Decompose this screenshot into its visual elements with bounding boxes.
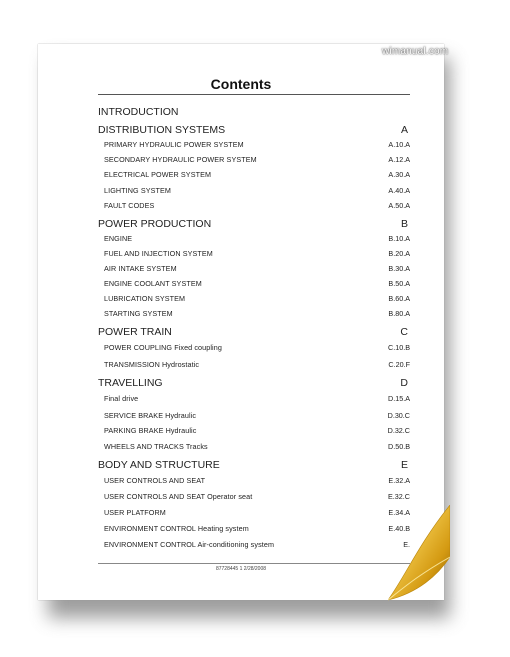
watermark: wimanual.com bbox=[382, 46, 449, 57]
section-title: BODY AND STRUCTURE bbox=[98, 459, 220, 471]
item-title: ENVIRONMENT CONTROL Air-conditioning system bbox=[104, 540, 275, 549]
toc-section-row[interactable] bbox=[98, 326, 410, 340]
item-title: PRIMARY HYDRAULIC POWER SYSTEM bbox=[104, 140, 244, 149]
toc-item-row[interactable] bbox=[98, 426, 410, 440]
item-title: Final drive bbox=[104, 394, 139, 403]
toc-section-row[interactable] bbox=[98, 218, 410, 232]
item-code: E.34.A bbox=[388, 508, 410, 517]
item-code: B.60.A bbox=[388, 294, 410, 303]
toc-item-row[interactable] bbox=[98, 140, 410, 154]
title-rule bbox=[98, 94, 410, 95]
item-title: LIGHTING SYSTEM bbox=[104, 186, 171, 195]
section-title: INTRODUCTION bbox=[98, 106, 179, 118]
item-code: B.50.A bbox=[388, 279, 410, 288]
toc-item-row[interactable] bbox=[98, 201, 410, 215]
toc-item-row[interactable] bbox=[98, 155, 410, 169]
item-title: STARTING SYSTEM bbox=[104, 309, 173, 318]
toc-item-row[interactable] bbox=[98, 540, 410, 554]
toc-item-row[interactable] bbox=[98, 394, 410, 408]
item-title: USER CONTROLS AND SEAT bbox=[104, 476, 206, 485]
section-title: POWER TRAIN bbox=[98, 326, 172, 338]
item-title: PARKING BRAKE Hydraulic bbox=[104, 426, 197, 435]
item-code: D.32.C bbox=[387, 426, 410, 435]
item-title: LUBRICATION SYSTEM bbox=[104, 294, 186, 303]
section-letter: B bbox=[400, 218, 408, 230]
toc-item-row[interactable] bbox=[98, 442, 410, 456]
item-title: SECONDARY HYDRAULIC POWER SYSTEM bbox=[104, 155, 257, 164]
section-letter: E bbox=[400, 459, 408, 471]
item-code: E.40.B bbox=[388, 524, 410, 533]
item-code: A.40.A bbox=[388, 186, 410, 195]
item-code: A.50.A bbox=[388, 201, 410, 210]
toc-item-row[interactable] bbox=[98, 508, 410, 522]
toc-item-row[interactable] bbox=[98, 234, 410, 248]
section-title: DISTRIBUTION SYSTEMS bbox=[98, 124, 226, 136]
toc-item-row[interactable] bbox=[98, 476, 410, 490]
toc-item-row[interactable] bbox=[98, 186, 410, 200]
item-title: WHEELS AND TRACKS Tracks bbox=[104, 442, 208, 451]
item-code: E.32.A bbox=[388, 476, 410, 485]
toc-item-row[interactable] bbox=[98, 360, 410, 374]
item-code: C.20.F bbox=[388, 360, 410, 369]
section-title: POWER PRODUCTION bbox=[98, 218, 212, 230]
item-title: USER CONTROLS AND SEAT Operator seat bbox=[104, 492, 253, 501]
toc-item-row[interactable] bbox=[98, 492, 410, 506]
item-code: B.20.A bbox=[388, 249, 410, 258]
toc-item-row[interactable] bbox=[98, 524, 410, 538]
toc-item-row[interactable] bbox=[98, 249, 410, 263]
footer-rule bbox=[98, 563, 410, 564]
toc-item-row[interactable] bbox=[98, 264, 410, 278]
item-code: D.30.C bbox=[387, 411, 410, 420]
item-title: AIR INTAKE SYSTEM bbox=[104, 264, 177, 273]
toc-item-row[interactable] bbox=[98, 294, 410, 308]
section-title: TRAVELLING bbox=[98, 377, 163, 389]
item-code: A.12.A bbox=[388, 155, 410, 164]
item-title: ENVIRONMENT CONTROL Heating system bbox=[104, 524, 249, 533]
section-letter: D bbox=[400, 377, 408, 389]
item-title: FAULT CODES bbox=[104, 201, 155, 210]
item-title: SERVICE BRAKE Hydraulic bbox=[104, 411, 197, 420]
item-title: ENGINE COOLANT SYSTEM bbox=[104, 279, 202, 288]
item-title: ENGINE bbox=[104, 234, 133, 243]
item-code: A.10.A bbox=[388, 140, 410, 149]
item-code: B.10.A bbox=[388, 234, 410, 243]
item-title: ELECTRICAL POWER SYSTEM bbox=[104, 170, 212, 179]
item-code: C.10.B bbox=[388, 343, 410, 352]
item-title: USER PLATFORM bbox=[104, 508, 166, 517]
item-code: E. bbox=[403, 540, 410, 549]
item-title: TRANSMISSION Hydrostatic bbox=[104, 360, 200, 369]
toc-item-row[interactable] bbox=[98, 309, 410, 323]
toc-section-row[interactable] bbox=[98, 459, 410, 473]
document-page bbox=[38, 44, 444, 600]
item-code: B.80.A bbox=[388, 309, 410, 318]
toc-item-row[interactable] bbox=[98, 170, 410, 184]
item-title: FUEL AND INJECTION SYSTEM bbox=[104, 249, 213, 258]
page-curl-icon bbox=[388, 505, 450, 603]
item-title: POWER COUPLING Fixed coupling bbox=[104, 343, 222, 352]
item-code: D.15.A bbox=[388, 394, 410, 403]
section-letter: C bbox=[400, 326, 408, 338]
item-code: A.30.A bbox=[388, 170, 410, 179]
item-code: B.30.A bbox=[388, 264, 410, 273]
item-code: D.50.B bbox=[388, 442, 410, 451]
toc-section-row[interactable] bbox=[98, 377, 410, 391]
toc-item-row[interactable] bbox=[98, 411, 410, 425]
toc-item-row[interactable] bbox=[98, 343, 410, 357]
item-code: E.32.C bbox=[388, 492, 410, 501]
toc-item-row[interactable] bbox=[98, 279, 410, 293]
footer-doc-number: 87728445 1 2/28/2008 bbox=[215, 566, 267, 572]
toc-section-row[interactable] bbox=[98, 124, 410, 138]
page-title: Contents bbox=[210, 76, 272, 92]
section-letter: A bbox=[400, 124, 408, 136]
toc-section-row[interactable] bbox=[98, 106, 410, 120]
